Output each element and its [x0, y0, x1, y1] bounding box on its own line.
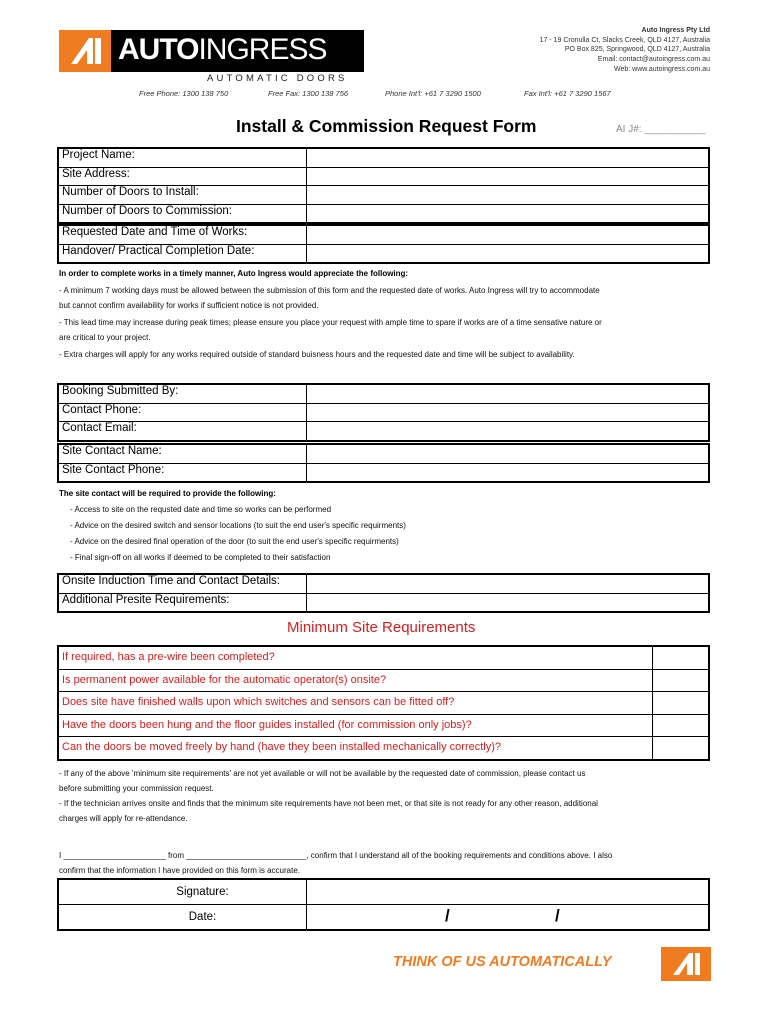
- signature-input[interactable]: [307, 880, 708, 904]
- min-note-1b: before submitting your commission request.: [59, 784, 214, 793]
- timely-note-3: - Extra charges will apply for any works required outside of standard buisness hours and the requested date and time will be subject to availability.: [59, 350, 575, 359]
- company-web: Web: www.autoingress.com.au: [614, 65, 710, 73]
- doors-install-input[interactable]: [307, 186, 708, 204]
- min-site-title: Minimum Site Requirements: [287, 619, 476, 636]
- presite-label: Additional Presite Requirements:: [59, 594, 307, 612]
- requested-date-label: Requested Date and Time of Works:: [59, 226, 307, 244]
- min-site-notes: [59, 766, 598, 826]
- free-fax: Free Fax: 1300 138 756: [268, 89, 349, 98]
- booking-by-label: Booking Submitted By:: [59, 385, 307, 403]
- site-contact-phone-input[interactable]: [307, 464, 708, 482]
- project-details-table: [57, 147, 710, 224]
- confirm-line-2: confirm that the information I have provided on this form is accurate.: [59, 866, 301, 875]
- min-site-table: [57, 645, 710, 761]
- doors-commission-label: Number of Doors to Commission:: [59, 205, 307, 223]
- req-answer-1[interactable]: [653, 647, 708, 669]
- induction-label: Onsite Induction Time and Contact Details:: [59, 575, 307, 593]
- date-separator: /: [445, 906, 450, 925]
- footer-logo-icon: [661, 947, 711, 981]
- req-question-1: If required, has a pre-wire been completed?: [59, 647, 653, 669]
- signature-label: Signature:: [59, 880, 307, 904]
- contact-phone-label: Contact Phone:: [59, 404, 307, 422]
- timely-note-2a: - This lead time may increase during peak times; please ensure you place your request with ample time to spare if works are of a time sensative nature or: [59, 318, 602, 327]
- list-item: - Access to site on the requsted date and time so works can be performed: [70, 505, 332, 514]
- requested-date-input[interactable]: [307, 226, 708, 244]
- booking-table: [57, 383, 710, 442]
- timely-notes: [59, 283, 719, 362]
- site-address-label: Site Address:: [59, 168, 307, 186]
- min-note-2b: charges will apply for re-attendance.: [59, 814, 188, 823]
- list-item: - Advice on the desired switch and sensor locations (to suit the end user's specific requirments): [70, 521, 406, 530]
- logo-mark: [59, 30, 111, 72]
- signature-table: [57, 878, 710, 931]
- company-name: Auto Ingress Pty Ltd: [641, 27, 710, 34]
- footer-tagline: THINK OF US AUTOMATICALLY: [393, 954, 612, 970]
- doors-commission-input[interactable]: [307, 205, 708, 223]
- req-question-4: Have the doors been hung and the floor guides installed (for commission only jobs)?: [59, 715, 653, 737]
- presite-input[interactable]: [307, 594, 708, 612]
- site-contact-table: [57, 443, 710, 483]
- site-address-input[interactable]: [307, 168, 708, 186]
- phone-intl: Phone Int'l: +61 7 3290 1500: [385, 89, 481, 98]
- dates-table: [57, 224, 710, 264]
- contact-email-label: Contact Email:: [59, 422, 307, 440]
- booking-by-input[interactable]: [307, 385, 708, 403]
- handover-date-input[interactable]: [307, 245, 708, 263]
- logo-wordmark: AUTOINGRESS: [118, 33, 327, 66]
- req-answer-5[interactable]: [653, 737, 708, 759]
- induction-input[interactable]: [307, 575, 708, 593]
- doors-install-label: Number of Doors to Install:: [59, 186, 307, 204]
- onsite-table: [57, 573, 710, 613]
- list-item: - Final sign-off on all works if deemed to be completed to their satisfaction: [70, 553, 331, 562]
- project-name-input[interactable]: [307, 149, 708, 167]
- contact-email-input[interactable]: [307, 422, 708, 440]
- req-answer-3[interactable]: [653, 692, 708, 714]
- company-email: Email: contact@autoingress.com.au: [597, 56, 710, 64]
- timely-note-2b: are critical to your project.: [59, 333, 151, 342]
- date-input[interactable]: [307, 905, 708, 929]
- req-question-3: Does site have finished walls upon which switches and sensors can be fitted off?: [59, 692, 653, 714]
- company-po-box: PO Box 825, Springwood, QLD 4127, Australia: [564, 46, 710, 54]
- project-name-label: Project Name:: [59, 149, 307, 167]
- company-address: 17 - 19 Cronulla Ct, Slacks Creek, QLD 4127, Australia: [539, 36, 710, 44]
- timely-heading: In order to complete works in a timely manner, Auto Ingress would appreciate the following:: [59, 269, 409, 278]
- form-title: Install & Commission Request Form: [236, 116, 537, 136]
- company-details: [540, 26, 710, 75]
- site-contact-heading: The site contact will be required to provide the following:: [59, 489, 276, 498]
- logo-mark-icon: [59, 30, 111, 72]
- footer-logo-mark: [661, 947, 711, 981]
- date-separator: /: [555, 906, 560, 925]
- list-item: - Advice on the desired final operation of the door (to suit the end user's specific requirments): [70, 537, 399, 546]
- req-answer-4[interactable]: [653, 715, 708, 737]
- site-contact-phone-label: Site Contact Phone:: [59, 464, 307, 482]
- min-note-1a: - If any of the above 'minimum site requirements' are not yet available or will not be available by the requested date of commission, please contact us: [59, 769, 586, 778]
- timely-note-1a: - A minimum 7 working days must be allowed between the submission of this form and the requested date of works. Auto Ingress will try to accommodate: [59, 286, 600, 295]
- site-contact-name-label: Site Contact Name:: [59, 445, 307, 463]
- date-label: Date:: [59, 905, 307, 929]
- fax-intl: Fax Int'l: +61 7 3290 1567: [524, 89, 611, 98]
- confirm-line-1: I _______________________ from ___________________________, confirm that I understand all of the booking requirements and conditions above. I also: [59, 851, 613, 860]
- ai-job-number: AI J#: ___________: [616, 124, 706, 135]
- confirmation-text: [59, 848, 612, 878]
- contact-phone-input[interactable]: [307, 404, 708, 422]
- timely-note-1b: but cannot confirm availability for works if sufficient notice is not provided.: [59, 301, 319, 310]
- site-contact-list: [70, 502, 406, 566]
- handover-date-label: Handover/ Practical Completion Date:: [59, 245, 307, 263]
- req-question-2: Is permanent power available for the automatic operator(s) onsite?: [59, 670, 653, 692]
- free-phone: Free Phone: 1300 138 750: [139, 89, 229, 98]
- min-note-2a: - If the technician arrives onsite and finds that the minimum site requirements have not been met, or that site is not ready for any other reason, additional: [59, 799, 598, 808]
- req-question-5: Can the doors be moved freely by hand (have they been installed mechanically correctly)?: [59, 737, 653, 759]
- logo-tagline: AUTOMATIC DOORS: [207, 73, 348, 84]
- req-answer-2[interactable]: [653, 670, 708, 692]
- site-contact-name-input[interactable]: [307, 445, 708, 463]
